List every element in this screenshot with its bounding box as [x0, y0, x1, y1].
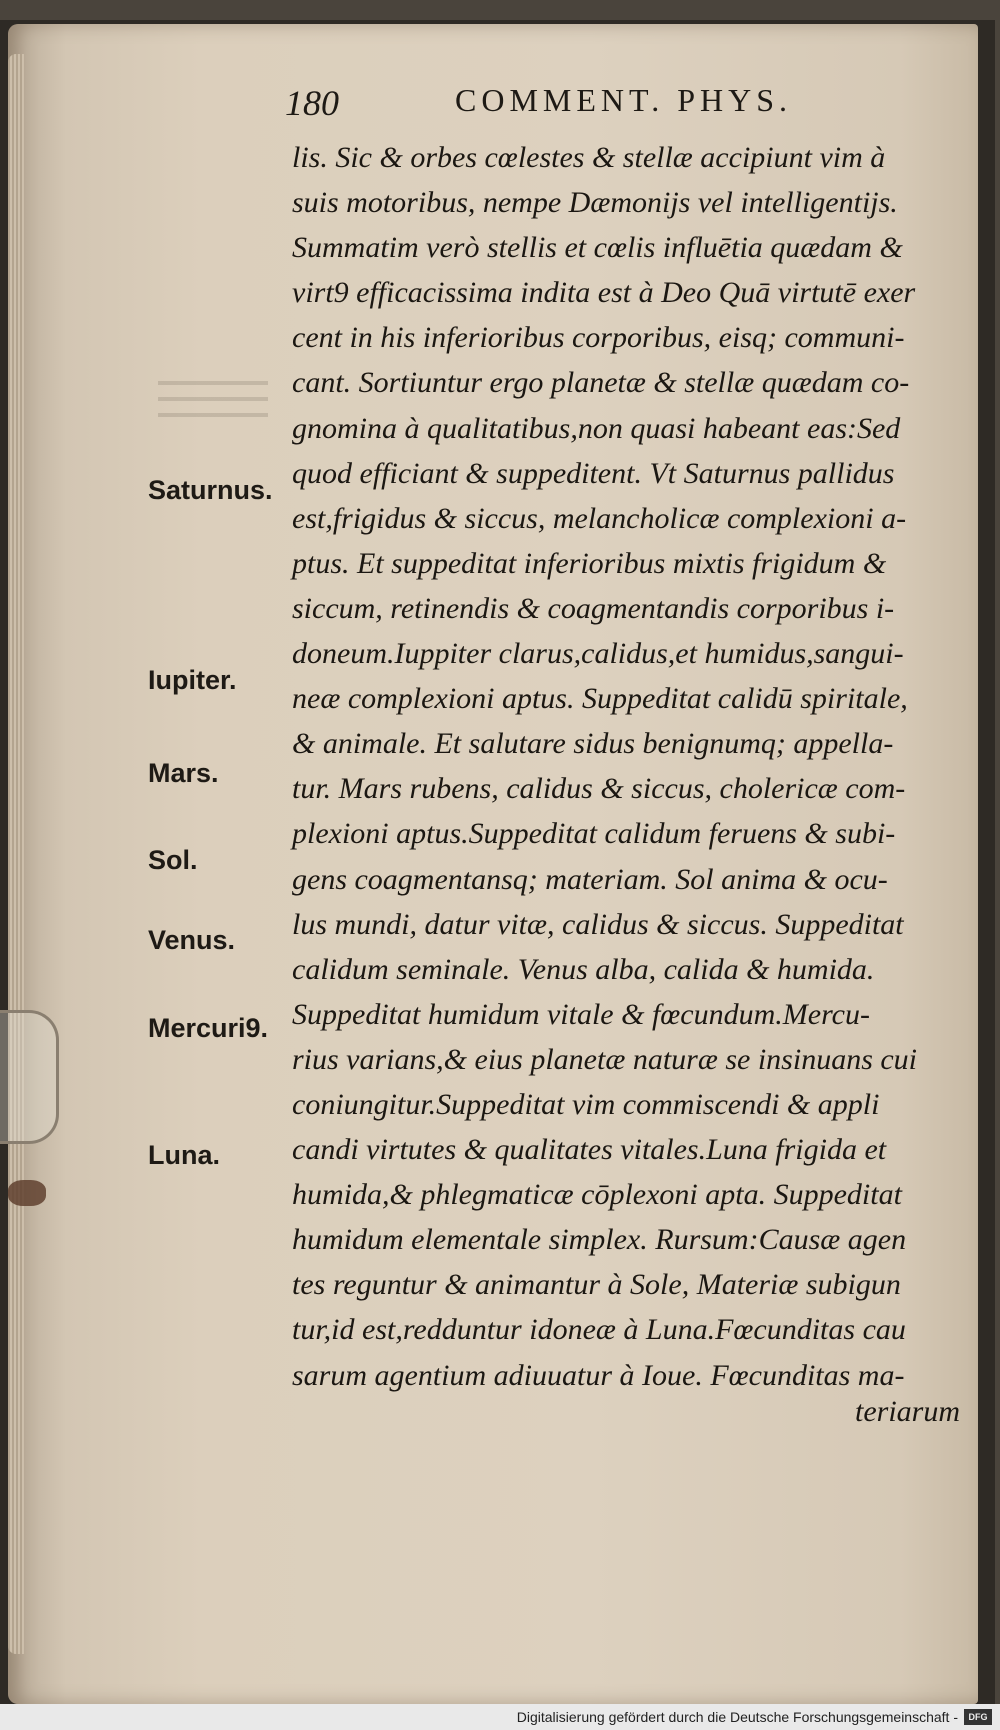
text-line: siccum, retinendis & coagmentandis corporibus i-	[292, 591, 895, 625]
text-line: est,frigidus & siccus, melancholicæ complexioni a-	[292, 501, 907, 535]
ink-bleed-through	[158, 369, 268, 429]
text-line: calidum seminale. Venus alba, calida & humida.	[292, 952, 875, 986]
text-line: tur. Mars rubens, calidus & siccus, cholericæ com-	[292, 772, 906, 806]
text-line: tur,id est,redduntur idoneæ à Luna.Fœcunditas cau	[292, 1313, 906, 1347]
text-line: Summatim verò stellis et cœlis influētia quædam &	[292, 231, 903, 265]
footer-credit: Digitalisierung gefördert durch die Deutsche Forschungsgemeinschaft -	[516, 1709, 958, 1725]
dfg-logo: DFG	[964, 1709, 992, 1725]
page-edges	[8, 54, 24, 1654]
text-line: humidum elementale simplex. Rursum:Causæ agen	[292, 1223, 907, 1257]
text-line: quod efficiant & suppeditent. Vt Saturnus pallidus	[292, 456, 895, 490]
margin-note-sol: Sol.	[148, 845, 198, 875]
margin-note-venus: Venus.	[148, 925, 236, 955]
text-line: candi virtutes & qualitates vitales.Luna frigida et	[292, 1133, 887, 1167]
body-text	[292, 135, 982, 1398]
ink-smudge	[8, 1180, 46, 1206]
margin-note-iupiter: Iupiter.	[148, 665, 237, 695]
margin-note-mercurius: Mercuri9.	[148, 1013, 269, 1043]
text-line: gnomina à qualitatibus,non quasi habeant eas:Sed	[292, 411, 901, 445]
text-line: Suppeditat humidum vitale & fœcundum.Mercu-	[292, 997, 870, 1031]
margin-note-mars: Mars.	[148, 758, 219, 788]
text-line: lus mundi, datur vitæ, calidus & siccus. Suppeditat	[292, 907, 904, 941]
text-line: doneum.Iuppiter clarus,calidus,et humidus,sangui-	[292, 637, 904, 671]
book-clasp	[0, 1010, 59, 1144]
text-line: tes reguntur & animantur à Sole, Materiæ subigun	[292, 1268, 901, 1302]
text-line: plexioni aptus.Suppeditat calidum feruens & subi-	[292, 817, 896, 851]
text-line: & animale. Et salutare sidus benignumq; appella-	[292, 727, 894, 761]
text-line: neæ complexioni aptus. Suppeditat calidū spiritale,	[292, 682, 908, 716]
text-line: virt9 efficacissima indita est à Deo Quā virtutē exer	[292, 276, 916, 310]
page-header	[285, 78, 885, 128]
text-line: cant. Sortiuntur ergo planetæ & stellæ quædam co-	[292, 366, 910, 400]
text-line: rius varians,& eius planetæ naturæ se insinuans cui	[292, 1042, 918, 1076]
catchword: teriarum	[855, 1395, 960, 1428]
running-title: COMMENT. PHYS.	[455, 82, 792, 118]
page-number: 180	[285, 83, 339, 123]
text-line: humida,& phlegmaticæ cōplexoni apta. Suppeditat	[292, 1178, 902, 1212]
margin-note-luna: Luna.	[148, 1140, 220, 1170]
text-line: coniungitur.Suppeditat vim commiscendi & appli	[292, 1087, 880, 1121]
text-line: lis. Sic & orbes cœlestes & stellæ accipiunt vim à	[292, 141, 886, 174]
text-line: suis motoribus, nempe Dæmonijs vel intelligentijs.	[292, 186, 898, 220]
text-line: sarum agentium adiuuatur à Ioue. Fœcunditas ma-	[292, 1358, 905, 1392]
text-line: cent in his inferioribus corporibus, eisq; communi-	[292, 321, 905, 355]
digitization-footer	[0, 1704, 1000, 1730]
text-line: ptus. Et suppeditat inferioribus mixtis frigidum &	[292, 546, 887, 580]
text-line: gens coagmentansq; materiam. Sol anima & ocu-	[292, 862, 888, 896]
margin-note-saturnus: Saturnus.	[148, 475, 273, 505]
